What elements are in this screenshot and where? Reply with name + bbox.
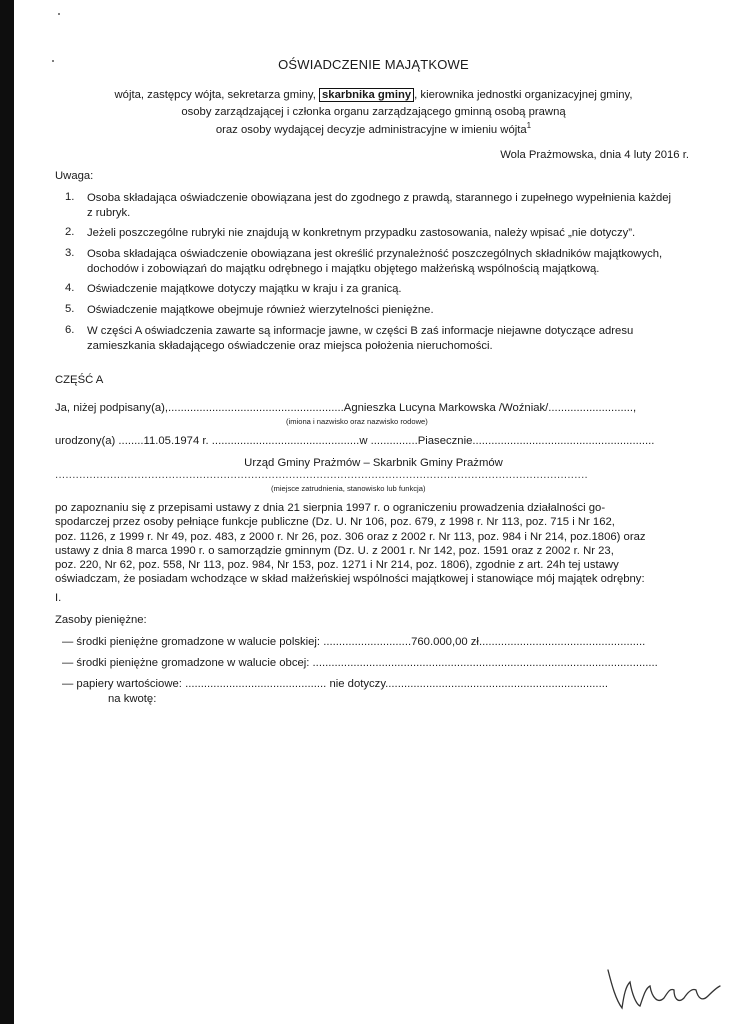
- section-number: I.: [55, 592, 62, 604]
- note-text: Jeżeli poszczególne rubryki nie znajdują w konkretnym przypadku zastosowania, należy wpisać „nie dotyczy”.: [87, 227, 636, 239]
- note-text: zamieszkania składającego oświadczenie oraz miejsca położenia nieruchomości.: [87, 339, 493, 352]
- signer-caption: (imiona i nazwisko oraz nazwisko rodowe): [286, 417, 428, 426]
- signer-line: [55, 402, 636, 414]
- dot-leader: .......................................................................: [385, 678, 608, 690]
- dot-leader: ...........................................................................................................................................................: [55, 469, 588, 481]
- dot-leader: .............................................: [185, 678, 327, 690]
- subtitle-line-2: osoby zarządzającej i członka organu zarządzającego gminną osobą prawną: [181, 106, 566, 118]
- statute-paragraph: [55, 501, 687, 587]
- note-text: dochodów i zobowiązań do majątku odrębnego i majątku objętego małżeńską wspólnością majątkową.: [87, 262, 600, 275]
- note-item: [65, 303, 705, 318]
- cash-pln-label: — środki pieniężne gromadzone w walucie polskiej:: [62, 636, 321, 648]
- note-number: 2.: [65, 226, 75, 238]
- employment-caption: (miejsce zatrudnienia, stanowisko lub funkcja): [271, 484, 426, 493]
- signer-name: Agnieszka Lucyna Markowska /Woźniak/: [343, 402, 549, 414]
- securities-line: [62, 678, 608, 690]
- dot-leader: ...........................,: [548, 402, 637, 414]
- subtitle-line-1: [0, 89, 747, 101]
- scan-speck: [58, 13, 60, 15]
- scan-left-edge: [0, 0, 14, 1024]
- note-text: Osoba składająca oświadczenie obowiązana jest określić przynależność poszczególnych składników majątkowych,: [87, 248, 663, 260]
- born-place: Piasecznie: [417, 435, 473, 447]
- note-number: 3.: [65, 247, 75, 259]
- note-text: z rubryk.: [87, 206, 131, 219]
- dot-leader: ..........................................................: [472, 435, 655, 447]
- securities-value: nie dotyczy: [329, 678, 386, 690]
- born-in: w: [359, 435, 368, 447]
- highlighted-role: skarbnika gminy: [319, 88, 414, 102]
- subtitle-text: wójta, zastępcy wójta, sekretarza gminy,: [114, 89, 316, 101]
- footnote-mark: 1: [526, 121, 532, 130]
- dot-leader: ........: [118, 435, 144, 447]
- dot-leader: ............................: [323, 636, 412, 648]
- note-text: W części A oświadczenia zawarte są informacje jawne, w części B zaś informacje niejawne dotyczące adresu: [87, 325, 634, 337]
- birth-line: [55, 435, 654, 447]
- place-date: Wola Prażmowska, dnia 4 luty 2016 r.: [500, 149, 689, 161]
- note-item: [65, 324, 705, 353]
- cash-pln-value: 760.000,00 zł: [411, 636, 479, 648]
- note-text: Osoba składająca oświadczenie obowiązana jest do zgodnego z prawdą, starannego i zupełnego wypełnienia każdej: [87, 192, 672, 204]
- note-item: [65, 282, 705, 297]
- note-number: 4.: [65, 282, 75, 294]
- subtitle-line-3: [0, 121, 747, 136]
- dot-leader: ...............: [370, 435, 418, 447]
- statute-line: poz. 220, Nr 62, poz. 558, Nr 113, poz. 984, Nr 153, poz. 1271 i Nr 214, poz. 1806), zgodnie z art. 24h tej ustawy: [55, 559, 619, 572]
- cash-foreign-label: — środki pieniężne gromadzone w walucie obcej:: [62, 657, 310, 669]
- note-item: [65, 191, 705, 220]
- statute-line: poz. 1126, z 1999 r. Nr 49, poz. 483, z 2000 r. Nr 26, poz. 306 oraz z 2002 r. Nr 113, poz. 984 i Nr 214, poz.1806) oraz: [55, 530, 646, 543]
- resources-heading: Zasoby pieniężne:: [55, 614, 147, 626]
- note-number: 5.: [65, 303, 75, 315]
- handwritten-signature: [604, 964, 724, 1012]
- cash-pln-line: [62, 636, 645, 648]
- note-text: Oświadczenie majątkowe dotyczy majątku w kraju i za granicą.: [87, 283, 402, 295]
- statute-line: spodarczej przez osoby pełniące funkcje publiczne (Dz. U. Nr 106, poz. 679, z 1998 r. Nr 113, poz. 715 i Nr 162,: [55, 516, 615, 529]
- note-text: Oświadczenie majątkowe obejmuje również wierzytelności pieniężne.: [87, 304, 434, 316]
- dot-leader: .....................................................: [478, 636, 646, 648]
- statute-line: ustawy z dnia 8 marca 1990 r. o samorządzie gminnym (Dz. U. z 2001 r. Nr 142, poz. 1591 oraz z 2002 r. Nr 23,: [55, 544, 614, 557]
- document-title: OŚWIADCZENIE MAJĄTKOWE: [278, 57, 469, 72]
- statute-line: oświadczam, że posiadam wchodzące w skład małżeńskiej wspólności majątkowej i stanowiące mój majątek odrębny:: [55, 573, 645, 586]
- born-label: urodzony(a): [55, 435, 116, 447]
- note-number: 6.: [65, 324, 75, 336]
- note-heading: Uwaga:: [55, 170, 94, 182]
- dot-leader: ...............................................: [211, 435, 360, 447]
- note-item: [65, 226, 705, 241]
- securities-label: — papiery wartościowe:: [62, 678, 182, 690]
- amount-label: na kwotę:: [108, 693, 157, 705]
- subtitle-text: , kierownika jednostki organizacyjnej gminy,: [414, 89, 633, 101]
- note-number: 1.: [65, 191, 75, 203]
- born-date: 11.05.1974 r.: [143, 435, 209, 447]
- dot-leader: ........................................................: [168, 402, 344, 414]
- statute-line: po zapoznaniu się z przepisami ustawy z dnia 21 sierpnia 1997 r. o ograniczeniu prowadzenia działalności go-: [55, 502, 606, 514]
- part-a-heading: CZĘŚĆ A: [55, 374, 104, 386]
- dot-leader: ..............................................................................................................: [312, 657, 658, 669]
- cash-foreign-line: [62, 657, 658, 669]
- signer-prefix: Ja, niżej podpisany(a),: [55, 402, 169, 414]
- subtitle-text: oraz osoby wydającej decyzje administracyjne w imieniu wójta: [215, 123, 527, 136]
- note-item: [65, 247, 705, 276]
- employment: Urząd Gminy Prażmów – Skarbnik Gminy Prażmów: [244, 457, 503, 469]
